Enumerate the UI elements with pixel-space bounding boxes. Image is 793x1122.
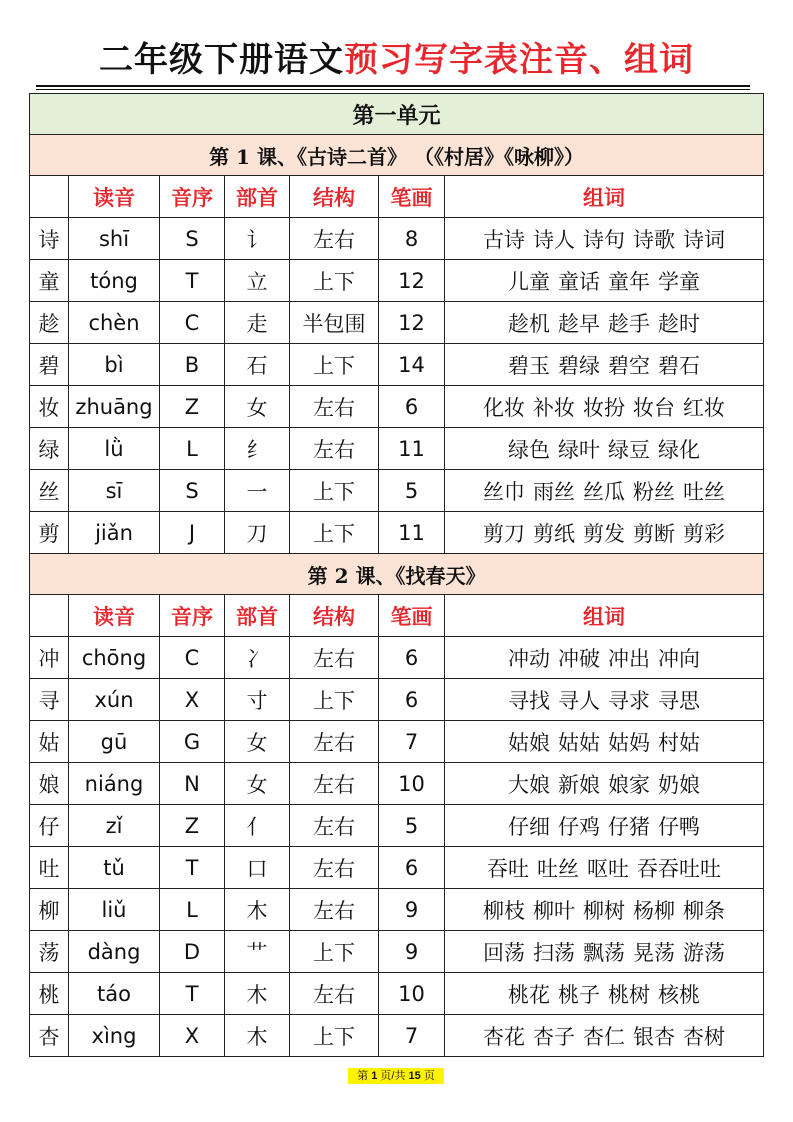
word-item: 绿豆: [608, 437, 651, 462]
word-item: 吞吐: [487, 856, 530, 881]
character-cell: 丝: [30, 470, 69, 512]
structure-cell: 左右: [290, 763, 379, 805]
word-item: 杏花: [483, 1024, 526, 1049]
initial-letter-cell: L: [160, 428, 225, 470]
stroke-count-cell: 8: [379, 218, 445, 260]
words-cell: [445, 847, 764, 889]
header-structure: 结构: [290, 176, 379, 218]
word-item: 姑妈: [608, 730, 651, 755]
word-item: 桃树: [608, 982, 651, 1007]
pager-prefix: 第: [357, 1070, 369, 1082]
stroke-count-cell: 7: [379, 1015, 445, 1057]
radical-cell: 刀: [225, 512, 290, 554]
word-item: 柳枝: [483, 898, 526, 923]
structure-cell: 左右: [290, 973, 379, 1015]
word-item: 剪断: [633, 521, 676, 546]
table-row: [30, 386, 764, 428]
pinyin-cell: táo: [69, 973, 160, 1015]
stroke-count-cell: 9: [379, 889, 445, 931]
words-cell: [445, 889, 764, 931]
pager-middle: 页/共: [380, 1070, 406, 1082]
words-cell: [445, 973, 764, 1015]
word-item: 寻找: [508, 688, 551, 713]
word-item: 回荡: [483, 940, 526, 965]
word-item: 奶娘: [658, 772, 701, 797]
character-cell: 吐: [30, 847, 69, 889]
word-item: 剪彩: [683, 521, 726, 546]
unit-row: [30, 94, 764, 135]
word-item: 趁早: [558, 311, 601, 336]
word-item: 吐丝: [537, 856, 580, 881]
word-item: 诗句: [583, 227, 626, 252]
pinyin-cell: niáng: [69, 763, 160, 805]
table-row: [30, 721, 764, 763]
words-cell: [445, 805, 764, 847]
header-order: 音序: [160, 595, 225, 637]
pinyin-cell: dàng: [69, 931, 160, 973]
structure-cell: 半包围: [290, 302, 379, 344]
pinyin-cell: xún: [69, 679, 160, 721]
pinyin-cell: sī: [69, 470, 160, 512]
initial-letter-cell: S: [160, 218, 225, 260]
character-cell: 桃: [30, 973, 69, 1015]
title-black-part: 二年级下册语文: [99, 40, 344, 80]
words-cell: [445, 512, 764, 554]
initial-letter-cell: C: [160, 637, 225, 679]
initial-letter-cell: J: [160, 512, 225, 554]
page-indicator: [348, 1068, 444, 1084]
word-item: 核桃: [658, 982, 701, 1007]
word-item: 吐丝: [683, 479, 726, 504]
word-item: 寻求: [608, 688, 651, 713]
word-item: 杏子: [533, 1024, 576, 1049]
word-item: 游荡: [683, 940, 726, 965]
words-cell: [445, 637, 764, 679]
words-cell: [445, 428, 764, 470]
character-cell: 诗: [30, 218, 69, 260]
structure-cell: 左右: [290, 218, 379, 260]
character-cell: 荡: [30, 931, 69, 973]
stroke-count-cell: 11: [379, 428, 445, 470]
pinyin-cell: xìng: [69, 1015, 160, 1057]
word-item: 诗词: [683, 227, 726, 252]
lesson-title: 第 1 课、《古诗二首》 （《村居》《咏柳》）: [30, 135, 764, 176]
header-pinyin: 读音: [69, 595, 160, 637]
initial-letter-cell: B: [160, 344, 225, 386]
word-item: 桃子: [558, 982, 601, 1007]
header-words: 组词: [445, 176, 764, 218]
word-item: 丝巾: [483, 479, 526, 504]
word-item: 雨丝: [533, 479, 576, 504]
word-item: 冲向: [658, 646, 701, 671]
word-item: 童话: [558, 269, 601, 294]
header-radical: 部首: [225, 595, 290, 637]
word-item: 桃花: [508, 982, 551, 1007]
table-row: [30, 847, 764, 889]
header-strokes: 笔画: [379, 595, 445, 637]
radical-cell: 女: [225, 763, 290, 805]
word-item: 扫荡: [533, 940, 576, 965]
stroke-count-cell: 12: [379, 260, 445, 302]
word-item: 红妆: [683, 395, 726, 420]
word-item: 趁手: [608, 311, 651, 336]
pinyin-cell: chèn: [69, 302, 160, 344]
pinyin-cell: chōng: [69, 637, 160, 679]
character-cell: 杏: [30, 1015, 69, 1057]
character-cell: 姑: [30, 721, 69, 763]
word-item: 新娘: [558, 772, 601, 797]
word-item: 杨柳: [633, 898, 676, 923]
word-item: 学童: [658, 269, 701, 294]
word-item: 寻思: [658, 688, 701, 713]
word-item: 绿叶: [558, 437, 601, 462]
words-cell: [445, 763, 764, 805]
words-cell: [445, 260, 764, 302]
words-cell: [445, 386, 764, 428]
word-item: 古诗: [483, 227, 526, 252]
table-row: [30, 763, 764, 805]
words-cell: [445, 679, 764, 721]
word-item: 儿童: [508, 269, 551, 294]
pinyin-cell: shī: [69, 218, 160, 260]
table-row: [30, 1015, 764, 1057]
pinyin-cell: liǔ: [69, 889, 160, 931]
structure-cell: 上下: [290, 470, 379, 512]
initial-letter-cell: T: [160, 260, 225, 302]
header-radical: 部首: [225, 176, 290, 218]
structure-cell: 上下: [290, 512, 379, 554]
words-cell: [445, 344, 764, 386]
word-item: 仔鸡: [558, 814, 601, 839]
table-row: [30, 344, 764, 386]
pinyin-cell: tǔ: [69, 847, 160, 889]
character-cell: 仔: [30, 805, 69, 847]
lesson-row: [30, 554, 764, 595]
title-underline-thin: [36, 89, 750, 90]
word-item: 剪刀: [483, 521, 526, 546]
word-item: 姑姑: [558, 730, 601, 755]
structure-cell: 左右: [290, 805, 379, 847]
character-cell: 寻: [30, 679, 69, 721]
word-item: 娘家: [608, 772, 651, 797]
pinyin-cell: zhuāng: [69, 386, 160, 428]
initial-letter-cell: L: [160, 889, 225, 931]
header-order: 音序: [160, 176, 225, 218]
word-item: 妆台: [633, 395, 676, 420]
table-row: [30, 470, 764, 512]
word-item: 碧空: [608, 353, 651, 378]
radical-cell: 女: [225, 721, 290, 763]
stroke-count-cell: 10: [379, 763, 445, 805]
words-cell: [445, 721, 764, 763]
character-cell: 童: [30, 260, 69, 302]
words-cell: [445, 302, 764, 344]
word-item: 剪发: [583, 521, 626, 546]
pager-suffix: 页: [423, 1070, 435, 1082]
structure-cell: 上下: [290, 931, 379, 973]
initial-letter-cell: C: [160, 302, 225, 344]
word-item: 绿化: [658, 437, 701, 462]
stroke-count-cell: 10: [379, 973, 445, 1015]
word-item: 化妆: [483, 395, 526, 420]
word-item: 柳条: [683, 898, 726, 923]
table-row: [30, 218, 764, 260]
pinyin-cell: gū: [69, 721, 160, 763]
header-words: 组词: [445, 595, 764, 637]
title-red-part: 预习写字表注音、组词: [344, 40, 694, 80]
initial-letter-cell: Z: [160, 386, 225, 428]
pager-total: 15: [408, 1070, 421, 1082]
stroke-count-cell: 5: [379, 805, 445, 847]
radical-cell: 木: [225, 1015, 290, 1057]
stroke-count-cell: 14: [379, 344, 445, 386]
word-item: 吞吞吐吐: [637, 856, 722, 881]
initial-letter-cell: T: [160, 847, 225, 889]
word-item: 寻人: [558, 688, 601, 713]
table-row: [30, 973, 764, 1015]
character-cell: 碧: [30, 344, 69, 386]
column-header-row: [30, 176, 764, 218]
word-item: 碧绿: [558, 353, 601, 378]
radical-cell: 艹: [225, 931, 290, 973]
pinyin-cell: zǐ: [69, 805, 160, 847]
pinyin-cell: lǜ: [69, 428, 160, 470]
pinyin-cell: jiǎn: [69, 512, 160, 554]
stroke-count-cell: 7: [379, 721, 445, 763]
word-item: 剪纸: [533, 521, 576, 546]
word-item: 仔细: [508, 814, 551, 839]
word-item: 绿色: [508, 437, 551, 462]
header-blank-cell: [30, 595, 69, 637]
word-item: 柳叶: [533, 898, 576, 923]
character-cell: 柳: [30, 889, 69, 931]
words-cell: [445, 931, 764, 973]
table-row: [30, 805, 764, 847]
word-item: 仔猪: [608, 814, 651, 839]
character-cell: 趁: [30, 302, 69, 344]
stroke-count-cell: 5: [379, 470, 445, 512]
pinyin-cell: tóng: [69, 260, 160, 302]
word-item: 趁机: [508, 311, 551, 336]
structure-cell: 左右: [290, 721, 379, 763]
radical-cell: 寸: [225, 679, 290, 721]
document-title: [0, 38, 793, 82]
word-item: 银杏: [633, 1024, 676, 1049]
initial-letter-cell: N: [160, 763, 225, 805]
stroke-count-cell: 9: [379, 931, 445, 973]
word-item: 呕吐: [587, 856, 630, 881]
character-cell: 娘: [30, 763, 69, 805]
table-row: [30, 637, 764, 679]
radical-cell: 木: [225, 889, 290, 931]
character-cell: 冲: [30, 637, 69, 679]
structure-cell: 左右: [290, 386, 379, 428]
word-item: 碧石: [658, 353, 701, 378]
structure-cell: 左右: [290, 428, 379, 470]
table-row: [30, 302, 764, 344]
structure-cell: 上下: [290, 344, 379, 386]
words-cell: [445, 470, 764, 512]
radical-cell: 亻: [225, 805, 290, 847]
word-item: 杏仁: [583, 1024, 626, 1049]
stroke-count-cell: 12: [379, 302, 445, 344]
words-cell: [445, 218, 764, 260]
structure-cell: 上下: [290, 1015, 379, 1057]
header-blank-cell: [30, 176, 69, 218]
word-item: 冲动: [508, 646, 551, 671]
initial-letter-cell: Z: [160, 805, 225, 847]
table-row: [30, 512, 764, 554]
character-cell: 绿: [30, 428, 69, 470]
radical-cell: 纟: [225, 428, 290, 470]
radical-cell: 走: [225, 302, 290, 344]
radical-cell: 石: [225, 344, 290, 386]
word-item: 碧玉: [508, 353, 551, 378]
word-item: 粉丝: [633, 479, 676, 504]
radical-cell: 一: [225, 470, 290, 512]
radical-cell: 冫: [225, 637, 290, 679]
header-structure: 结构: [290, 595, 379, 637]
header-strokes: 笔画: [379, 176, 445, 218]
initial-letter-cell: T: [160, 973, 225, 1015]
initial-letter-cell: G: [160, 721, 225, 763]
header-pinyin: 读音: [69, 176, 160, 218]
word-item: 诗人: [533, 227, 576, 252]
pager-current: 1: [371, 1070, 378, 1082]
structure-cell: 左右: [290, 847, 379, 889]
word-item: 冲破: [558, 646, 601, 671]
unit-title: 第一单元: [30, 94, 764, 135]
word-item: 大娘: [508, 772, 551, 797]
column-header-row: [30, 595, 764, 637]
stroke-count-cell: 6: [379, 847, 445, 889]
pinyin-cell: bì: [69, 344, 160, 386]
radical-cell: 立: [225, 260, 290, 302]
initial-letter-cell: D: [160, 931, 225, 973]
word-item: 补妆: [533, 395, 576, 420]
lesson-title: 第 2 课、《找春天》: [30, 554, 764, 595]
initial-letter-cell: X: [160, 679, 225, 721]
word-item: 杏树: [683, 1024, 726, 1049]
radical-cell: 讠: [225, 218, 290, 260]
word-item: 飘荡: [583, 940, 626, 965]
word-item: 丝瓜: [583, 479, 626, 504]
word-item: 诗歌: [633, 227, 676, 252]
table-row: [30, 260, 764, 302]
word-item: 仔鸭: [658, 814, 701, 839]
word-item: 妆扮: [583, 395, 626, 420]
initial-letter-cell: S: [160, 470, 225, 512]
structure-cell: 上下: [290, 260, 379, 302]
table-row: [30, 889, 764, 931]
word-item: 村姑: [658, 730, 701, 755]
stroke-count-cell: 6: [379, 679, 445, 721]
word-item: 趁时: [658, 311, 701, 336]
word-item: 姑娘: [508, 730, 551, 755]
stroke-count-cell: 11: [379, 512, 445, 554]
radical-cell: 木: [225, 973, 290, 1015]
lesson-row: [30, 135, 764, 176]
word-item: 童年: [608, 269, 651, 294]
stroke-count-cell: 6: [379, 386, 445, 428]
character-table: [29, 93, 764, 1057]
word-item: 柳树: [583, 898, 626, 923]
table-row: [30, 931, 764, 973]
initial-letter-cell: X: [160, 1015, 225, 1057]
structure-cell: 左右: [290, 889, 379, 931]
character-cell: 剪: [30, 512, 69, 554]
structure-cell: 上下: [290, 679, 379, 721]
radical-cell: 女: [225, 386, 290, 428]
word-item: 晃荡: [633, 940, 676, 965]
title-underline-thick: [36, 85, 750, 87]
words-cell: [445, 1015, 764, 1057]
stroke-count-cell: 6: [379, 637, 445, 679]
table-row: [30, 428, 764, 470]
character-table-body: [30, 94, 764, 1057]
character-cell: 妆: [30, 386, 69, 428]
word-item: 冲出: [608, 646, 651, 671]
radical-cell: 口: [225, 847, 290, 889]
table-row: [30, 679, 764, 721]
structure-cell: 左右: [290, 637, 379, 679]
